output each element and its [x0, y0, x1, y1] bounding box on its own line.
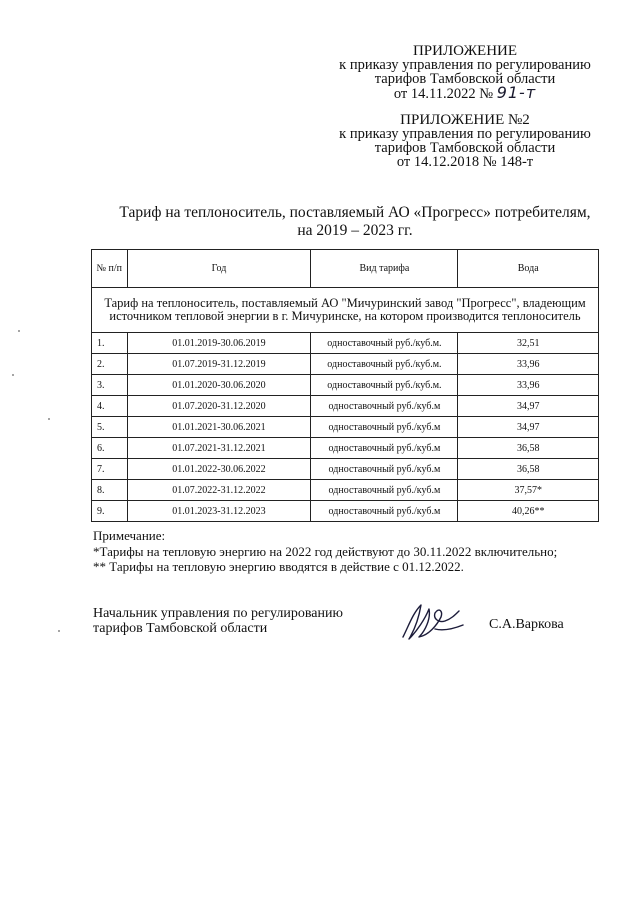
- cell-type: одноставочный руб./куб.м.: [311, 354, 458, 375]
- header-title: ПРИЛОЖЕНИЕ: [412, 43, 518, 59]
- cell-num: 9.: [92, 501, 128, 522]
- table-row: [92, 354, 599, 375]
- header-type: Вид тарифа: [311, 250, 458, 288]
- table-header-row: [92, 250, 599, 288]
- header-current-order: [330, 44, 600, 101]
- cell-period: 01.01.2022-30.06.2022: [127, 459, 311, 480]
- header-date: [330, 83, 600, 102]
- notes-label: Примечание:: [93, 528, 166, 543]
- cell-type: одноставочный руб./куб.м: [311, 396, 458, 417]
- header-year: Год: [127, 250, 311, 288]
- note-item: ** Тарифы на тепловую энергию вводятся в действие с 01.12.2022.: [93, 559, 464, 574]
- table-row: [92, 417, 599, 438]
- header-date-prefix: от 14.11.2022 №: [393, 86, 494, 102]
- header-title: ПРИЛОЖЕНИЕ №2: [400, 112, 530, 128]
- cell-water: 37,57*: [458, 480, 599, 501]
- cell-period: 01.01.2023-31.12.2023: [127, 501, 311, 522]
- cell-num: 6.: [92, 438, 128, 459]
- header-num: № п/п: [92, 250, 128, 288]
- cell-water: 33,96: [458, 375, 599, 396]
- table-row: [92, 333, 599, 354]
- cell-num: 4.: [92, 396, 128, 417]
- cell-type: одноставочный руб./куб.м: [311, 438, 458, 459]
- cell-water: 34,97: [458, 417, 599, 438]
- cell-period: 01.07.2020-31.12.2020: [127, 396, 311, 417]
- table-row: [92, 459, 599, 480]
- cell-period: 01.07.2022-31.12.2022: [127, 480, 311, 501]
- cell-water: 34,97: [458, 396, 599, 417]
- signatory-position-line: Начальник управления по регулированию: [93, 606, 343, 621]
- scan-speck: [18, 330, 20, 332]
- cell-water: 40,26**: [458, 501, 599, 522]
- cell-type: одноставочный руб./куб.м: [311, 459, 458, 480]
- scan-speck: [12, 374, 14, 376]
- table-row: [92, 480, 599, 501]
- cell-num: 7.: [92, 459, 128, 480]
- tariff-table: [91, 249, 599, 522]
- scan-speck: [58, 630, 60, 632]
- cell-period: 01.07.2019-31.12.2019: [127, 354, 311, 375]
- cell-type: одноставочный руб./куб.м: [311, 501, 458, 522]
- cell-type: одноставочный руб./куб.м.: [311, 333, 458, 354]
- header-date: от 14.12.2018 № 148-т: [396, 154, 534, 170]
- cell-type: одноставочный руб./куб.м: [311, 417, 458, 438]
- table-row: [92, 396, 599, 417]
- cell-water: 32,51: [458, 333, 599, 354]
- cell-num: 5.: [92, 417, 128, 438]
- signatory-position-line: тарифов Тамбовской области: [93, 621, 268, 636]
- header-line: тарифов Тамбовской области: [374, 71, 556, 87]
- handwritten-signature-icon: [395, 595, 475, 645]
- table-section-row: [92, 288, 599, 333]
- cell-type: одноставочный руб./куб.м.: [311, 375, 458, 396]
- header-original-order: [330, 113, 600, 169]
- notes-block: [93, 528, 557, 575]
- cell-water: 33,96: [458, 354, 599, 375]
- cell-water: 36,58: [458, 438, 599, 459]
- document-title-line: на 2019 – 2023 гг.: [297, 222, 413, 239]
- header-water: Вода: [458, 250, 599, 288]
- cell-num: 2.: [92, 354, 128, 375]
- header-line: к приказу управления по регулированию: [339, 126, 591, 142]
- document-title: [110, 204, 600, 240]
- cell-period: 01.01.2020-30.06.2020: [127, 375, 311, 396]
- table-row: [92, 501, 599, 522]
- signatory-position: [93, 606, 343, 636]
- handwritten-order-number: 91-т: [496, 83, 537, 102]
- signatory-name: С.А.Варкова: [489, 617, 564, 632]
- cell-type: одноставочный руб./куб.м: [311, 480, 458, 501]
- table-section-title: Тариф на теплоноситель, поставляемый АО "Мичуринский завод "Прогресс", владеющим источником тепловой энергии в г. Мичуринске, на котором производится теплоноситель: [92, 288, 599, 333]
- header-line: к приказу управления по регулированию: [339, 57, 591, 73]
- header-line: тарифов Тамбовской области: [374, 140, 556, 156]
- table-row: [92, 438, 599, 459]
- cell-period: 01.07.2021-31.12.2021: [127, 438, 311, 459]
- scan-speck: [48, 418, 50, 420]
- cell-num: 8.: [92, 480, 128, 501]
- cell-num: 3.: [92, 375, 128, 396]
- cell-water: 36,58: [458, 459, 599, 480]
- cell-period: 01.01.2021-30.06.2021: [127, 417, 311, 438]
- cell-num: 1.: [92, 333, 128, 354]
- document-title-line: Тариф на теплоноситель, поставляемый АО «Прогресс» потребителям,: [119, 204, 591, 221]
- note-item: *Тарифы на тепловую энергию на 2022 год действуют до 30.11.2022 включительно;: [93, 543, 558, 559]
- table-row: [92, 375, 599, 396]
- cell-period: 01.01.2019-30.06.2019: [127, 333, 311, 354]
